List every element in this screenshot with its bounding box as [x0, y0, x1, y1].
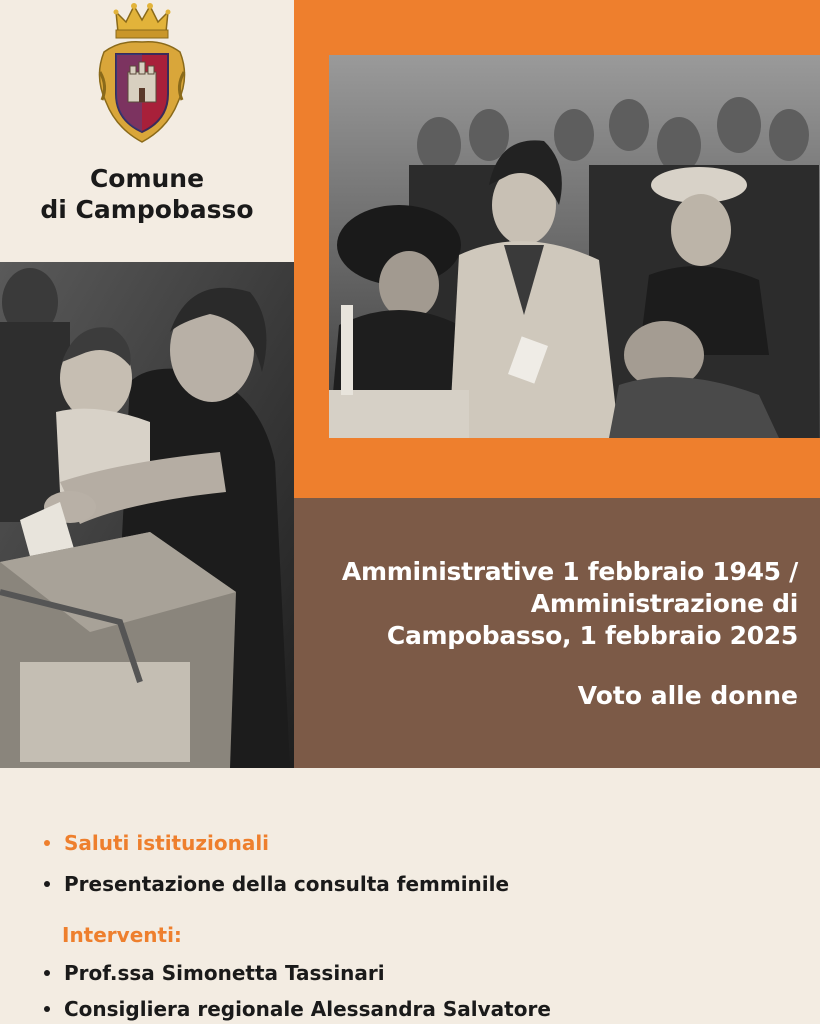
section-label-interventi: Interventi:	[62, 923, 182, 947]
list-item	[44, 996, 551, 1022]
bullet-icon	[44, 1006, 50, 1012]
list-item	[44, 960, 385, 986]
bullet-icon	[44, 970, 50, 976]
headline-line2: Amministrazione di	[530, 589, 798, 618]
org-title-line2: di Campobasso	[40, 195, 254, 224]
org-title	[0, 163, 294, 225]
speaker-name: Prof.ssa Simonetta Tassinari	[64, 961, 385, 985]
org-title-line1: Comune	[89, 164, 205, 193]
header-panel	[0, 0, 294, 262]
headline	[298, 556, 798, 652]
list-item-label: Saluti istituzionali	[64, 831, 270, 855]
photo-women-at-polling-station	[329, 55, 820, 438]
bullet-icon	[44, 840, 50, 846]
list-item	[44, 871, 509, 897]
list-item-label: Presentazione della consulta femminile	[64, 872, 510, 896]
bullet-icon	[44, 881, 50, 887]
headline-subtitle: Voto alle donne	[577, 681, 798, 710]
historic-voting-photo-top	[329, 55, 820, 438]
historic-voting-photo-left	[0, 262, 294, 768]
speaker-name: Consigliera regionale Alessandra Salvatore	[64, 997, 551, 1021]
headline-line1: Amministrative 1 febbraio 1945 /	[341, 557, 798, 586]
list-item	[44, 830, 269, 856]
headline-line3: Campobasso, 1 febbraio 2025	[386, 621, 798, 650]
coat-of-arms-icon	[94, 2, 190, 150]
photo-woman-with-child-voting	[0, 262, 294, 768]
